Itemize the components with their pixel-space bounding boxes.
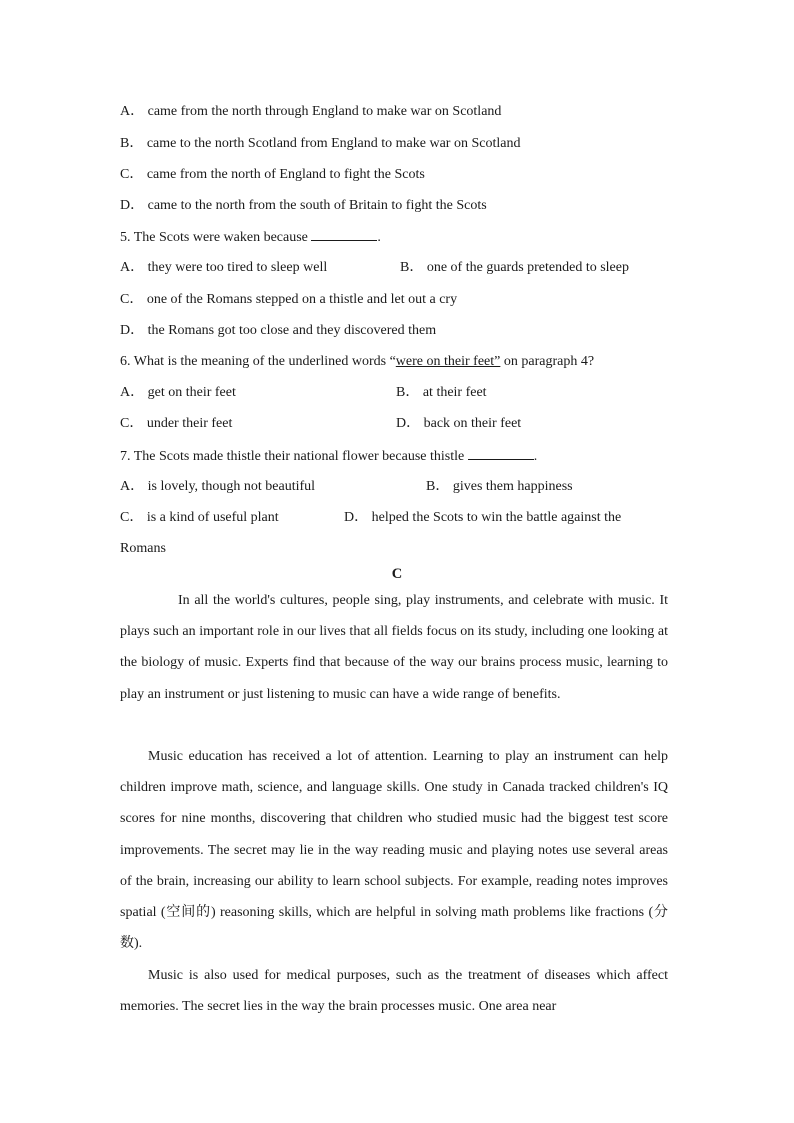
q7-stem-end: . (533, 449, 538, 464)
q6-stem (120, 353, 594, 371)
q5-option-c: C． one of the Romans stepped on a thistle and let out a cry (120, 292, 458, 307)
q7-answer-blank (468, 447, 534, 460)
q6-option-b: B． at their feet (396, 385, 487, 400)
q7-option-b: B． gives them happiness (426, 479, 573, 494)
q5-answer-blank (311, 228, 377, 241)
q5-option-a: A． they were too tired to sleep well (120, 260, 328, 275)
q7-option-a: A． is lovely, though not beautiful (120, 479, 316, 494)
passage-paragraph-1: In all the world's cultures, people sing, play instruments, and celebrate with music. It plays such an important role in our lives that all fields focus on its study, including one looking at the biology of music. Experts find that because of the way our brains process music, learning to play an instrument or just listening to music can have a wide range of benefits. (120, 593, 668, 702)
section-title: C (391, 566, 403, 582)
q4-option-c: C． came from the north of England to fight the Scots (120, 167, 425, 182)
q5-option-b: B． one of the guards pretended to sleep (400, 260, 629, 275)
q4-option-a: A． came from the north through England to make war on Scotland (120, 104, 502, 119)
q5-stem (120, 228, 381, 247)
q4-option-d: D． came to the north from the south of Britain to fight the Scots (120, 198, 487, 213)
q7-stem-text: 7. The Scots made thistle their national flower because thistle (120, 449, 465, 464)
q6-stem-end: on paragraph 4? (500, 354, 595, 369)
passage-paragraph-3: Music is also used for medical purposes, such as the treatment of diseases which affect memories. The secret lies in the way the brain processes music. One area near (120, 968, 668, 1015)
q6-option-c: C． under their feet (120, 416, 233, 431)
q7-option-d-continued: Romans (120, 541, 166, 556)
q4-option-b: B． came to the north Scotland from England to make war on Scotland (120, 136, 521, 151)
q6-underlined-phrase: were on their feet” (395, 354, 501, 369)
q6-option-a: A． get on their feet (120, 385, 236, 400)
q7-option-c: C． is a kind of useful plant (120, 510, 279, 525)
q6-option-d: D． back on their feet (396, 416, 522, 431)
q5-stem-end: . (377, 230, 381, 245)
q5-stem-text: 5. The Scots were waken because (120, 230, 308, 245)
q6-stem-text: 6. What is the meaning of the underlined words “ (120, 354, 396, 369)
q7-stem (120, 447, 537, 466)
passage-paragraph-2: Music education has received a lot of attention. Learning to play an instrument can help children improve math, science, and language skills. One study in Canada tracked children's IQ scores for nine months, discovering that children who studied music had the biggest test score improvements. The secret may lie in the way reading music and playing notes use several areas of the brain, increasing our ability to learn school subjects. For example, reading notes improves spatial (空间的) reasoning skills, which are helpful in solving math problems like fractions (分数). (120, 749, 668, 952)
q5-option-d: D． the Romans got too close and they discovered them (120, 323, 437, 338)
q7-option-d: D． helped the Scots to win the battle against the (344, 510, 622, 525)
